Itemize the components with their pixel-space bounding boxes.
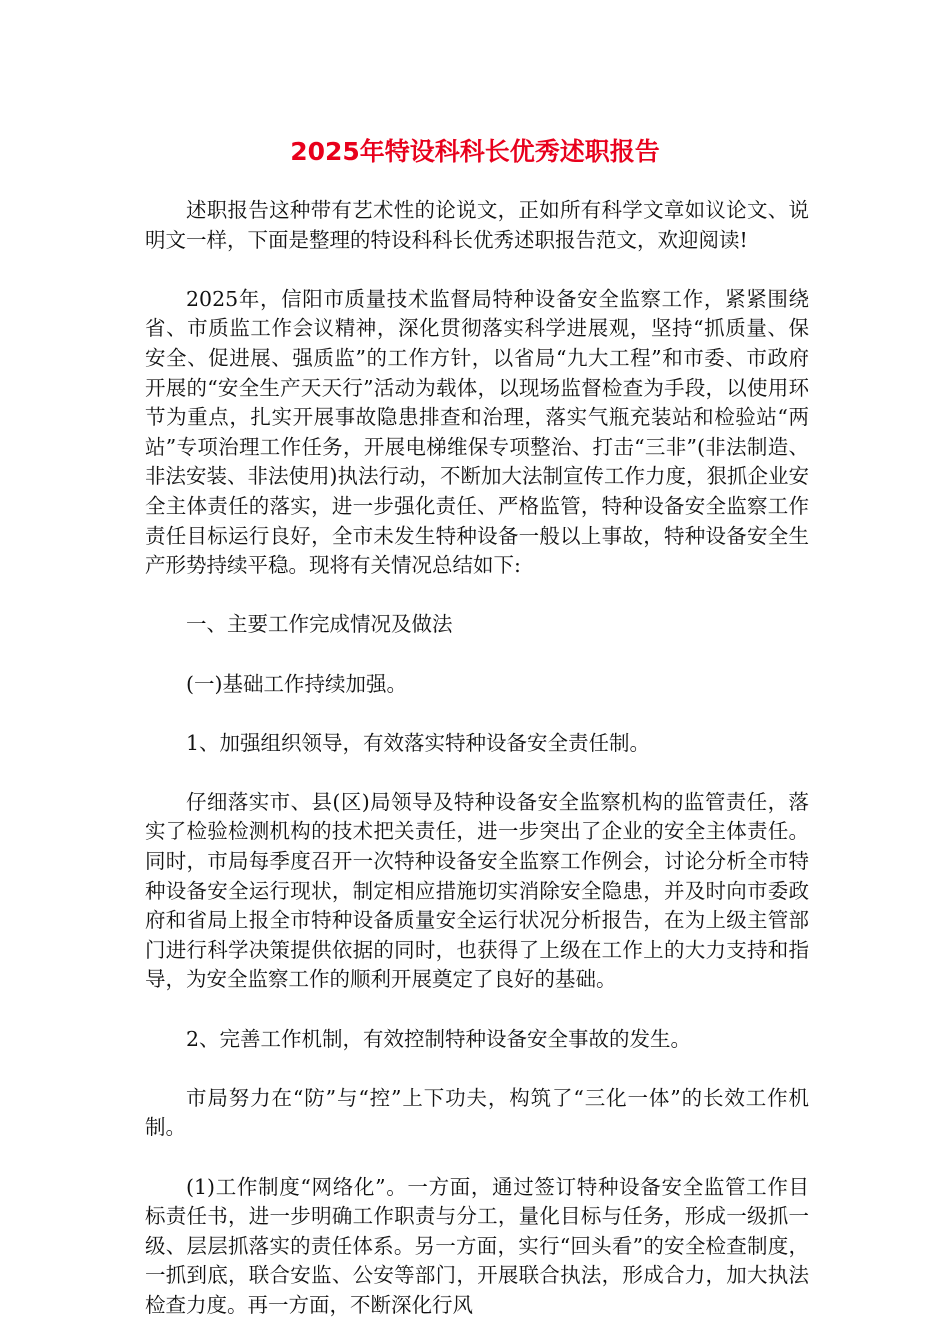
document-title: 2025年特设科科长优秀述职报告 <box>290 137 660 166</box>
item-heading-1: 1、加强组织领导，有效落实特种设备安全责任制。 <box>186 730 651 755</box>
subsection-heading: (一)基础工作持续加强。 <box>186 671 407 696</box>
paragraph-responsibility: 仔细落实市、县(区)局领导及特种设备安全监察机构的监管责任，落实了检验检测机构的技术把关责任，进一步突出了企业的安全主体责任。同时，市局每季度召开一次特种设备安全监察工作例会，讨论分析全市特种设备安全运行现状，制定相应措施切实消除安全隐患，并及时向市委政府和省局上报全市特种设备质量安全运行状况分析报告，在为上级主管部门进行科学决策提供依据的同时，也获得了上级在工作上的大力支持和指导，为安全监察工作的顺利开展奠定了良好的基础。 <box>145 789 809 992</box>
section-heading: 一、主要工作完成情况及做法 <box>186 612 453 637</box>
paragraph-mechanism: 市局努力在“防”与“控”上下功夫，构筑了“三化一体”的长效工作机制。 <box>145 1085 809 1140</box>
item-heading-2: 2、完善工作机制，有效控制特种设备安全事故的发生。 <box>186 1026 692 1051</box>
paragraph-intro: 述职报告这种带有艺术性的论说文，正如所有科学文章如议论文、说明文一样，下面是整理的特设科科长优秀述职报告范文，欢迎阅读! <box>145 198 809 252</box>
paragraph-overview: 2025年，信阳市质量技术监督局特种设备安全监察工作，紧紧围绕省、市质监工作会议精神，深化贯彻落实科学进展观，坚持“抓质量、保安全、促进展、强质监”的工作方针，以省局“九大工程”和市委、市政府开展的“安全生产天天行”活动为载体，以现场监督检查为手段，以使用环节为重点，扎实开展事故隐患排查和治理，落实气瓶充装站和检验站“两站”专项治理工作任务，开展电梯维保专项整治、打击“三非”(非法制造、非法安装、非法使用)执法行动，不断加大法制宣传工作力度，狠抓企业安全主体责任的落实，进一步强化责任、严格监管，特种设备安全监察工作责任目标运行良好，全市未发生特种设备一般以上事故，特种设备安全生产形势持续平稳。现将有关情况总结如下: <box>145 286 809 578</box>
document-body <box>145 196 809 1321</box>
paragraph-network: (1)工作制度“网络化”。一方面，通过签订特种设备安全监管工作目标责任书，进一步明确工作职责与分工，量化目标与任务，形成一级抓一级、层层抓落实的责任体系。另一方面，实行“回头看”的安全检查制度，一抓到底，联合安监、公安等部门，开展联合执法，形成合力，加大执法检查力度。再一方面，不断深化行风 <box>145 1174 809 1317</box>
